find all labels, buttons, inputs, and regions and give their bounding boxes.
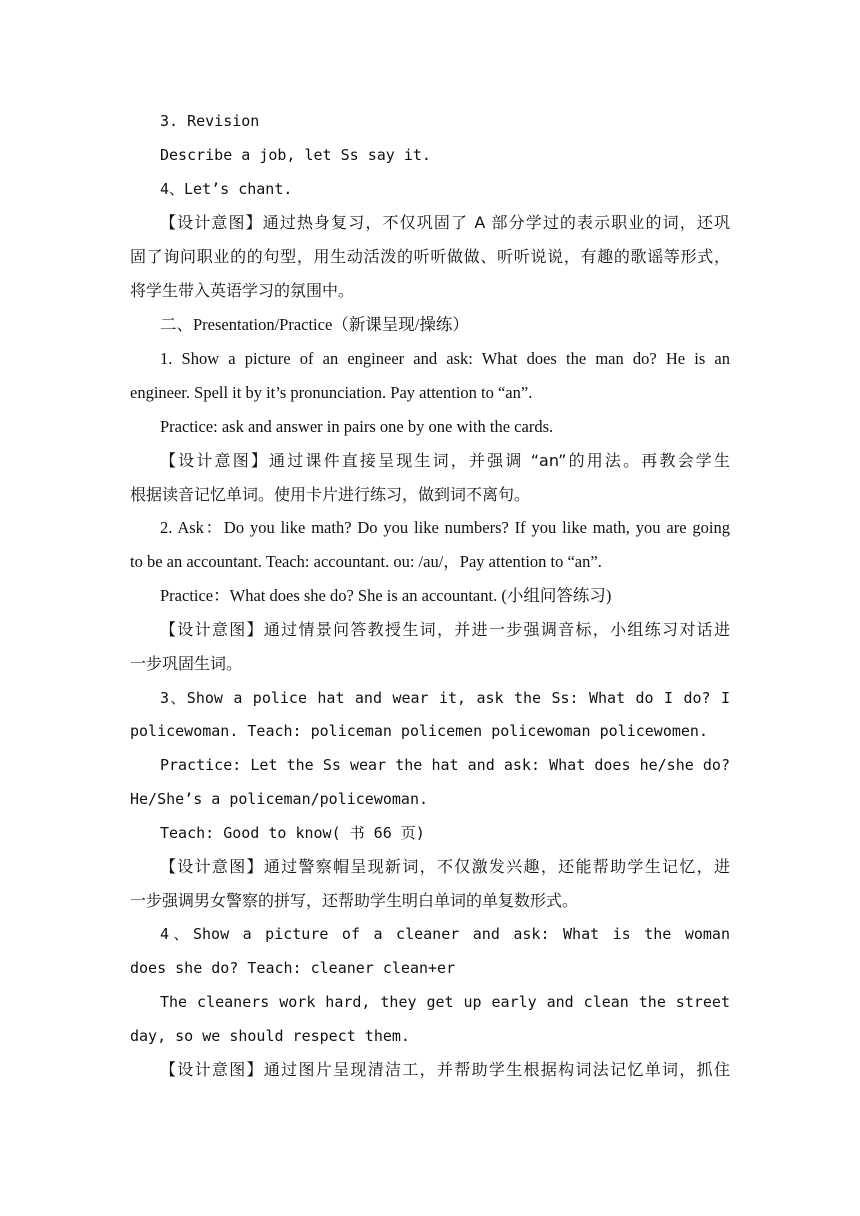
design-intent-paragraph-line: 一步巩固生词。: [130, 654, 243, 673]
cleaner-step-line: does she do? Teach: cleaner clean+er: [130, 959, 456, 977]
cleaner-step-line: 4、Show a picture of a cleaner and ask: What is the woman: [160, 925, 730, 943]
revision-heading: 3. Revision: [160, 112, 260, 130]
section-heading-presentation: 二、Presentation/Practice（新课呈现/操练）: [160, 315, 469, 334]
design-intent-paragraph-line: 将学生带入英语学习的氛围中。: [130, 281, 355, 300]
police-step-line: policewoman. Teach: policeman policemen policewoman policewomen.: [130, 722, 708, 740]
cleaner-description-line: day, so we should respect them.: [130, 1027, 410, 1045]
design-intent-paragraph-line: 【设计意图】通过情景问答教授生词，并进一步强调音标，小组练习对话进: [160, 620, 730, 639]
good-to-know-note: Teach: Good to know( 书 66 页): [160, 824, 425, 842]
engineer-step-line: 1. Show a picture of an engineer and ask: What does the man do? He is an: [160, 349, 730, 368]
design-intent-paragraph-line: 固了询问职业的的句型，用生动活泼的听听做做、听听说说，有趣的歌谣等形式，: [130, 247, 730, 266]
police-practice-line: Practice: Let the Ss wear the hat and ask: What does he/she do?: [160, 756, 730, 774]
design-intent-paragraph-line: 【设计意图】通过热身复习，不仅巩固了 A 部分学过的表示职业的词，还巩: [160, 213, 730, 232]
revision-instruction: Describe a job, let Ss say it.: [160, 146, 431, 164]
design-intent-paragraph-line: 一步强调男女警察的拼写，还帮助学生明白单词的单复数形式。: [130, 891, 579, 910]
design-intent-paragraph-line: 【设计意图】通过警察帽呈现新词，不仅激发兴趣，还能帮助学生记忆，进: [160, 857, 730, 876]
design-intent-paragraph-line: 根据读音记忆单词。使用卡片进行练习，做到词不离句。: [130, 485, 531, 504]
chant-step: 4、Let’s chant.: [160, 180, 293, 198]
design-intent-paragraph-line: 【设计意图】通过课件直接呈现生词，并强调 “an”的用法。再教会学生: [160, 451, 730, 470]
accountant-practice: Practice：What does she do? She is an accountant. (小组问答练习): [160, 586, 612, 605]
engineer-practice: Practice: ask and answer in pairs one by one with the cards.: [160, 417, 554, 436]
police-practice-line: He/She’s a policeman/policewoman.: [130, 790, 429, 808]
accountant-step-line: 2. Ask：Do you like math? Do you like numbers? If you like math, you are going: [160, 518, 730, 537]
police-step-line: 3、Show a police hat and wear it, ask the Ss: What do I do? I: [160, 689, 730, 707]
design-intent-paragraph-line: 【设计意图】通过图片呈现清洁工，并帮助学生根据构词法记忆单词，抓住: [160, 1060, 730, 1079]
accountant-step-line: to be an accountant. Teach: accountant. ou: /au/，Pay attention to “an”.: [130, 552, 602, 571]
cleaner-description-line: The cleaners work hard, they get up early and clean the street: [160, 993, 730, 1011]
engineer-step-line: engineer. Spell it by it’s pronunciation. Pay attention to “an”.: [130, 383, 533, 402]
